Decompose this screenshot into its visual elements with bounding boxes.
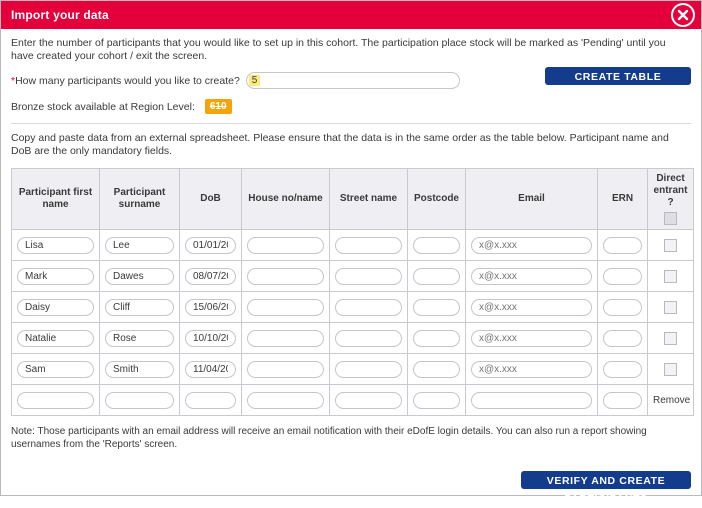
cell-ern bbox=[598, 385, 648, 416]
cell-ern bbox=[598, 292, 648, 323]
input-dob[interactable] bbox=[185, 299, 236, 316]
remove-row-link[interactable]: Remove bbox=[653, 395, 691, 406]
header-first-name: Participant first name bbox=[12, 169, 100, 230]
cell-surname bbox=[100, 230, 180, 261]
input-first-name[interactable] bbox=[17, 268, 94, 285]
input-postcode[interactable] bbox=[413, 237, 460, 254]
input-postcode[interactable] bbox=[413, 361, 460, 378]
input-surname[interactable] bbox=[105, 361, 174, 378]
header-direct-entrant-label: Direct entrant ? bbox=[653, 172, 688, 208]
input-surname[interactable] bbox=[105, 330, 174, 347]
input-house[interactable] bbox=[247, 392, 324, 409]
cell-street bbox=[330, 385, 408, 416]
cell-email bbox=[466, 261, 598, 292]
input-dob[interactable] bbox=[185, 361, 236, 378]
cell-street bbox=[330, 230, 408, 261]
cell-email bbox=[466, 292, 598, 323]
cell-surname bbox=[100, 292, 180, 323]
input-first-name[interactable] bbox=[17, 392, 94, 409]
input-email[interactable] bbox=[471, 299, 592, 316]
direct-entrant-checkbox[interactable] bbox=[664, 301, 677, 314]
direct-entrant-checkbox[interactable] bbox=[664, 332, 677, 345]
cell-postcode bbox=[408, 354, 466, 385]
cell-surname bbox=[100, 261, 180, 292]
input-street[interactable] bbox=[335, 361, 402, 378]
input-first-name[interactable] bbox=[17, 237, 94, 254]
input-ern[interactable] bbox=[603, 330, 642, 347]
cell-first-name bbox=[12, 385, 100, 416]
cell-ern bbox=[598, 230, 648, 261]
cell-house bbox=[242, 385, 330, 416]
direct-entrant-header-checkbox[interactable] bbox=[664, 212, 677, 225]
input-email[interactable] bbox=[471, 237, 592, 254]
cell-direct-entrant bbox=[648, 354, 694, 385]
input-email[interactable] bbox=[471, 268, 592, 285]
required-asterisk: * bbox=[11, 74, 16, 87]
cell-ern bbox=[598, 261, 648, 292]
cell-email bbox=[466, 323, 598, 354]
input-street[interactable] bbox=[335, 392, 402, 409]
participant-count-input[interactable] bbox=[246, 72, 460, 89]
table-row bbox=[12, 323, 694, 354]
cell-direct-entrant bbox=[648, 323, 694, 354]
cell-ern bbox=[598, 354, 648, 385]
cell-ern bbox=[598, 323, 648, 354]
cell-first-name bbox=[12, 292, 100, 323]
input-dob[interactable] bbox=[185, 237, 236, 254]
input-surname[interactable] bbox=[105, 268, 174, 285]
dialog-body bbox=[1, 29, 701, 451]
input-email[interactable] bbox=[471, 392, 592, 409]
cell-surname bbox=[100, 354, 180, 385]
cell-postcode bbox=[408, 230, 466, 261]
direct-entrant-checkbox[interactable] bbox=[664, 270, 677, 283]
footer-note: Note: Those participants with an email address will receive an email notification with their eDofE login details. You can also run a report showing usernames from the 'Reports' screen. bbox=[11, 426, 647, 450]
participants-table bbox=[11, 168, 694, 416]
cell-street bbox=[330, 292, 408, 323]
cell-house bbox=[242, 323, 330, 354]
cell-surname bbox=[100, 323, 180, 354]
table-row bbox=[12, 261, 694, 292]
cell-dob bbox=[180, 323, 242, 354]
header-postcode: Postcode bbox=[408, 169, 466, 230]
direct-entrant-checkbox[interactable] bbox=[664, 239, 677, 252]
cell-postcode bbox=[408, 323, 466, 354]
cell-email bbox=[466, 354, 598, 385]
participant-count-label bbox=[11, 75, 240, 87]
input-house[interactable] bbox=[247, 268, 324, 285]
table-row bbox=[12, 385, 694, 416]
cell-house bbox=[242, 292, 330, 323]
cell-postcode bbox=[408, 385, 466, 416]
cell-direct-entrant bbox=[648, 261, 694, 292]
input-postcode[interactable] bbox=[413, 268, 460, 285]
stock-label: Bronze stock available at Region Level: bbox=[11, 100, 195, 113]
intro-text: Enter the number of participants that you would like to set up in this cohort. The participation place stock will be marked as 'Pending' until you have created your cohort / exit the screen. bbox=[11, 37, 666, 62]
stock-value-badge: 610 bbox=[205, 99, 232, 114]
input-ern[interactable] bbox=[603, 268, 642, 285]
input-email[interactable] bbox=[471, 330, 592, 347]
cell-direct-entrant bbox=[648, 292, 694, 323]
cell-street bbox=[330, 323, 408, 354]
close-icon[interactable] bbox=[671, 3, 695, 27]
cell-dob bbox=[180, 230, 242, 261]
dialog-title: Import your data bbox=[11, 8, 109, 22]
participant-count-highlight: 5 bbox=[249, 75, 261, 86]
input-street[interactable] bbox=[335, 330, 402, 347]
input-house[interactable] bbox=[247, 361, 324, 378]
header-ern: ERN bbox=[598, 169, 648, 230]
cell-postcode bbox=[408, 292, 466, 323]
input-surname[interactable] bbox=[105, 237, 174, 254]
table-body bbox=[12, 230, 694, 416]
cell-house bbox=[242, 230, 330, 261]
input-ern[interactable] bbox=[603, 299, 642, 316]
cell-first-name bbox=[12, 261, 100, 292]
cell-postcode bbox=[408, 261, 466, 292]
cell-dob bbox=[180, 292, 242, 323]
cell-email bbox=[466, 385, 598, 416]
input-street[interactable] bbox=[335, 299, 402, 316]
input-street[interactable] bbox=[335, 237, 402, 254]
input-dob[interactable] bbox=[185, 330, 236, 347]
header-email: Email bbox=[466, 169, 598, 230]
input-email[interactable] bbox=[471, 361, 592, 378]
header-house: House no/name bbox=[242, 169, 330, 230]
cell-dob bbox=[180, 261, 242, 292]
header-direct-entrant bbox=[648, 169, 694, 230]
table-row bbox=[12, 354, 694, 385]
header-surname: Participant surname bbox=[100, 169, 180, 230]
stock-row bbox=[11, 99, 691, 114]
input-dob[interactable] bbox=[185, 392, 236, 409]
cell-house bbox=[242, 354, 330, 385]
input-first-name[interactable] bbox=[17, 299, 94, 316]
table-row bbox=[12, 230, 694, 261]
divider bbox=[11, 123, 691, 124]
input-street[interactable] bbox=[335, 268, 402, 285]
cell-street bbox=[330, 261, 408, 292]
input-house[interactable] bbox=[247, 237, 324, 254]
verify-and-create-participants-button[interactable]: VERIFY AND CREATE PARTICIPANTS bbox=[521, 471, 691, 489]
cell-surname bbox=[100, 385, 180, 416]
paste-instructions: Copy and paste data from an external spreadsheet. Please ensure that the data is in the same order as the table below. Participant name and DoB are the only mandatory fields. bbox=[11, 132, 669, 157]
cell-email bbox=[466, 230, 598, 261]
cell-street bbox=[330, 354, 408, 385]
cell-first-name bbox=[12, 323, 100, 354]
input-house[interactable] bbox=[247, 299, 324, 316]
cell-first-name bbox=[12, 230, 100, 261]
header-street: Street name bbox=[330, 169, 408, 230]
cell-direct-entrant bbox=[648, 230, 694, 261]
header-dob: DoB bbox=[180, 169, 242, 230]
input-dob[interactable] bbox=[185, 268, 236, 285]
input-ern[interactable] bbox=[603, 237, 642, 254]
direct-entrant-checkbox[interactable] bbox=[664, 363, 677, 376]
input-ern[interactable] bbox=[603, 361, 642, 378]
cell-dob bbox=[180, 354, 242, 385]
cell-first-name bbox=[12, 354, 100, 385]
participant-count-label-text: How many participants would you like to create? bbox=[15, 74, 240, 87]
input-house[interactable] bbox=[247, 330, 324, 347]
cell-dob bbox=[180, 385, 242, 416]
cell-house bbox=[242, 261, 330, 292]
input-surname[interactable] bbox=[105, 299, 174, 316]
input-postcode[interactable] bbox=[413, 392, 460, 409]
dialog-titlebar bbox=[1, 1, 701, 29]
create-table-button[interactable]: CREATE TABLE bbox=[545, 67, 691, 85]
input-postcode[interactable] bbox=[413, 330, 460, 347]
cell-remove bbox=[648, 385, 694, 416]
input-ern[interactable] bbox=[603, 392, 642, 409]
table-header-row bbox=[12, 169, 694, 230]
input-first-name[interactable] bbox=[17, 361, 94, 378]
input-surname[interactable] bbox=[105, 392, 174, 409]
input-postcode[interactable] bbox=[413, 299, 460, 316]
input-first-name[interactable] bbox=[17, 330, 94, 347]
table-row bbox=[12, 292, 694, 323]
